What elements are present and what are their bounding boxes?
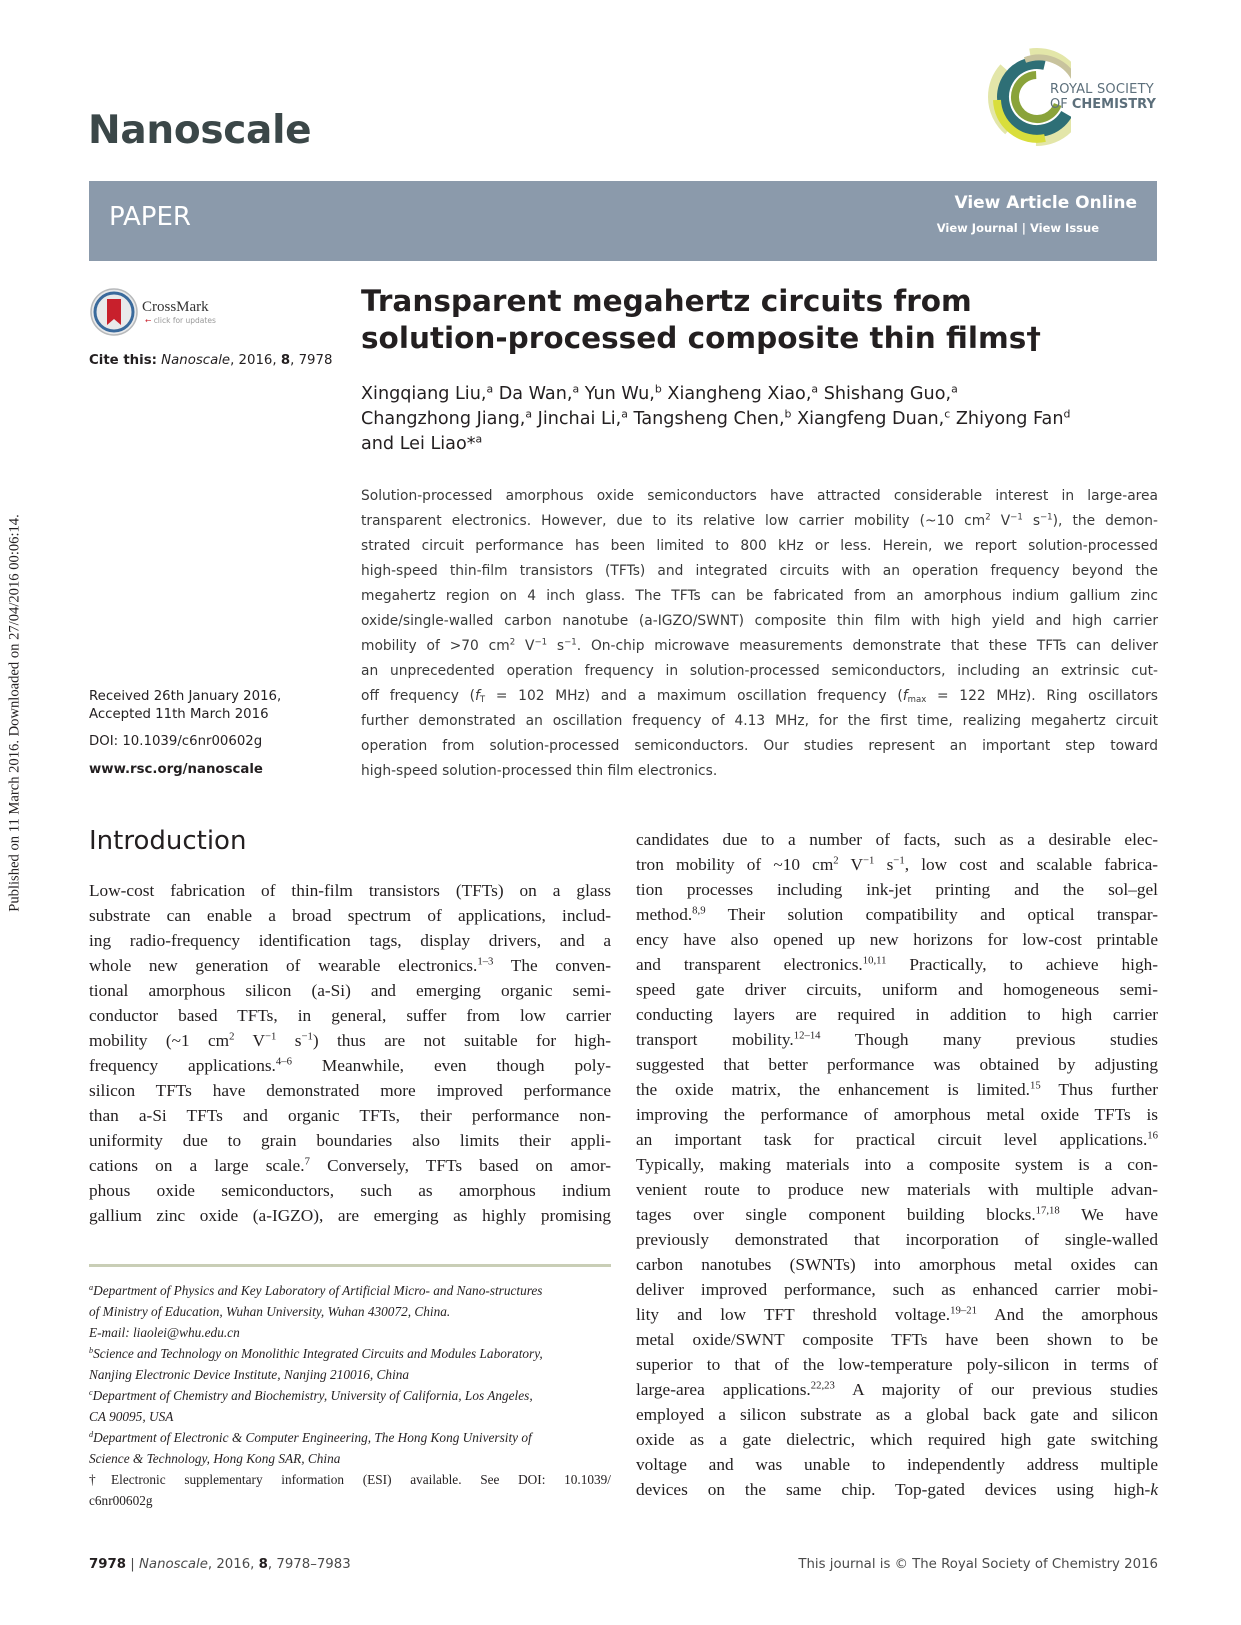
- view-journal-link[interactable]: View Journal: [936, 221, 1018, 235]
- journal-name: Nanoscale: [88, 108, 312, 153]
- rsc-logo: [985, 40, 1159, 154]
- section-heading-introduction: Introduction: [89, 826, 247, 856]
- publication-side-note: Published on 11 March 2016. Downloaded on 27/04/2016 00:06:14.: [6, 514, 23, 912]
- view-issue-link[interactable]: View Issue: [1029, 221, 1099, 235]
- footnote-divider: [89, 1264, 611, 1267]
- author-line: Xingqiang Liu,$^a$ Da Wan,$^a$ Yun Wu,$^b$ Xiangheng Xiao,$^a$ Shishang Guo,$^a$: [361, 382, 958, 404]
- rsc-logo-text-line1: ROYAL SOCIETY: [1050, 82, 1154, 97]
- article-title: Transparent megahertz circuits from solution-processed composite thin films†: [361, 284, 1042, 355]
- page-footer-left: 7978 | Nanoscale, 2016, 8, 7978–7983: [89, 1557, 351, 1572]
- abstract: Solution-processed amorphous oxide semiconductors have attracted considerable interest in large-area transparent electronics. However, due to its relative low carrier mobility (~10 $cm^2$ $V^{-1}$ $s^{-1}$), the demon- strated circuit performance has been limited to 800 kHz or less. Herein, we report solution-processed high-speed thin-film transistors (TFTs) and integrated circuits with an operation frequency beyond the megahertz region on 4 inch glass. The TFTs can be fabricated from an amorphous indium gallium zinc oxide/single-walled carbon nanotube (a-IGZO/SWNT) composite thin film with high yield and high carrier mobility of >70 $cm^2$ $V^{-1}$ $s^{-1}$. On-chip microwave measurements demonstrate that these TFTs can deliver an unprecedented operation frequency in solution-processed semiconductors, including an extrinsic cut- off frequency ($f_T = 102$ MHz) and a maximum oscillation frequency ($f_{max} = 122$ MHz). Ring oscillators further demonstrated an oscillation frequency of 4.13 MHz, for the first time, realizing megahertz circuit operation from solution-processed semiconductors. Our studies represent an important step toward high-speed solution-processed thin film electronics.: [361, 488, 1159, 779]
- article-type-banner: [89, 181, 1157, 261]
- body-column-right: candidates due to a number of facts, such as a desirable elec- tron mobility of ~10 $cm^2$ $V^{-1}$ $s^{-1}$, low cost and scalable fabrica- tion processes including ink-jet printing and the sol–gel method.$^{8,9}$ Their solution compatibility and optical transpar- ency have also opened up new horizons for low-cost printable and transparent electronics.$^{10,11}$ Practically, to achieve high- speed gate driver circuits, uniform and homogeneous semi- conducting layers are required in addition to high carrier transport mobility.$^{12-14}$ Though many previous studies suggested that better performance was obtained by adjusting the oxide matrix, the enhancement is limited.$^{15}$ Thus further improving the performance of amorphous metal oxide TFTs is an important task for practical circuit level applications.$^{16}$ Typically, making materials into a composite system is a con- venient route to produce new materials with multiple advan- tages over single component building blocks.$^{17,18}$ We have previously demonstrated that incorporation of single-walled carbon nanotubes (SWNTs) into amorphous metal oxides can deliver improved performance, such as enhanced carrier mobi- lity and low TFT threshold voltage.$^{19-21}$ And the amorphous metal oxide/SWNT composite TFTs have been shown to be superior to that of the low-temperature poly-silicon in terms of large-area applications.$^{22,23}$ A majority of our previous studies employed a silicon substrate as a global back gate and silicon oxide as a gate dielectric, which required high gate switching voltage and was unable to independently address multiple devices on the same chip. Top-gated devices using high-k: [636, 830, 1159, 1499]
- journal-url[interactable]: www.rsc.org/nanoscale: [89, 762, 263, 777]
- author-list: [361, 382, 1070, 457]
- received-date: Received 26th January 2016,: [89, 689, 282, 704]
- affiliation-footnotes: $^a$Department of Physics and Key Laboratory of Artificial Micro- and Nano-structures of Ministry of Education, Wuhan University, Wuhan 430072, China. E-mail: liaolei@whu.edu.cn $^b$Science and Technology on Monolithic Integrated Circuits and Modules Laboratory, Nanjing Electronic Device Institute, Nanjing 210016, China $^c$Department of Chemistry and Biochemistry, University of California, Los Angeles, CA 90095, USA $^d$Department of Electronic & Computer Engineering, The Hong Kong University of Science & Technology, Hong Kong SAR, China †Electronic supplementary information (ESI) available. See DOI: 10.1039/ c6nr00602g: [89, 1280, 611, 1511]
- page-footer-right: This journal is © The Royal Society of Chemistry 2016: [798, 1557, 1158, 1572]
- author-line: Changzhong Jiang,$^a$ Jinchai Li,$^a$ Tangsheng Chen,$^b$ Xiangfeng Duan,$^c$ Zhiyong Fan$^d$: [361, 407, 1071, 429]
- author-line: and Lei Liao*$^a$: [361, 432, 483, 454]
- rsc-logo-text-line2: OF CHEMISTRY: [1050, 97, 1156, 112]
- footnote-d: $^d$Department of Electronic & Computer Engineering, The Hong Kong University of: [89, 1429, 532, 1445]
- body-column-left: Low-cost fabrication of thin-film transistors (TFTs) on a glass substrate can enable a broad spectrum of applications, includ- ing radio-frequency identification tags, display drivers, and a whole new generation of wearable electronics.$^{1-3}$ The conven- tional amorphous silicon (a-Si) and emerging organic semi- conductor based TFTs, in general, suffer from low carrier mobility (~1 $cm^2$ $V^{-1}$ $s^{-1}$) thus are not suitable for high- frequency applications.$^{4-6}$ Meanwhile, even though poly- silicon TFTs have demonstrated more improved performance than a-Si TFTs and organic TFTs, their performance non- uniformity due to grain boundaries also limits their appli- cations on a large scale.$^7$ Conversely, TFTs based on amor- phous oxide semiconductors, such as amorphous indium gallium zinc oxide (a-IGZO), are emerging as highly promising: [89, 881, 612, 1225]
- footnote-a: $^a$Department of Physics and Key Laboratory of Artificial Micro- and Nano-structures: [89, 1282, 543, 1298]
- contact-email[interactable]: E-mail: liaolei@whu.edu.cn: [89, 1325, 240, 1340]
- esi-note: †Electronic supplementary information (ESI) available. See DOI: 10.1039/: [89, 1472, 611, 1487]
- article-type-label: PAPER: [109, 202, 191, 232]
- accepted-date: Accepted 11th March 2016: [89, 707, 269, 722]
- journal-issue-links: View Journal | View Issue: [936, 221, 1099, 235]
- footnote-c: $^c$Department of Chemistry and Biochemistry, University of California, Los Angeles,: [89, 1387, 533, 1403]
- crossmark-icon: [89, 287, 139, 337]
- doi[interactable]: DOI: 10.1039/c6nr00602g: [89, 734, 263, 749]
- view-article-online-link[interactable]: View Article Online: [954, 193, 1137, 213]
- citation-line: Cite this: Nanoscale, 2016, 8, 7978: [89, 353, 333, 368]
- article-dates: [89, 688, 281, 779]
- crossmark-badge[interactable]: CrossMark ← click for updates: [89, 287, 249, 339]
- footnote-b: $^b$Science and Technology on Monolithic Integrated Circuits and Modules Laboratory,: [89, 1345, 543, 1361]
